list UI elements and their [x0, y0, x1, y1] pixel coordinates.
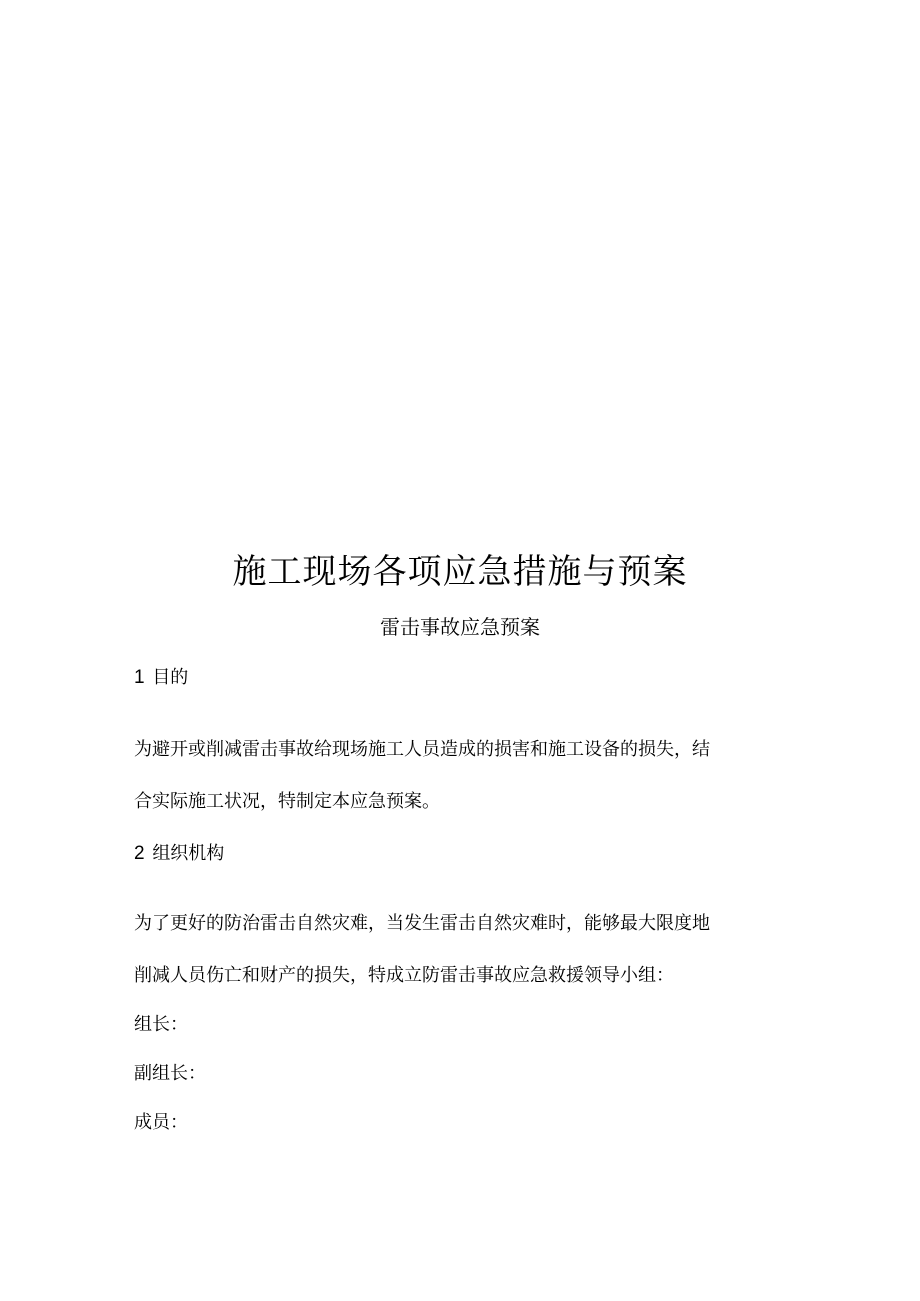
leader-label: 组长： [134, 1014, 188, 1035]
paragraph-line: 合实际施工状况，特制定本应急预案。 [134, 791, 440, 812]
section-heading-text: 目的 [152, 667, 189, 688]
members-label: 成员： [134, 1112, 188, 1133]
paragraph-line: 为避开或削减雷击事故给现场施工人员造成的损害和施工设备的损失，结 [134, 739, 710, 760]
section-heading-purpose [134, 664, 794, 692]
section-heading-text: 组织机构 [152, 843, 225, 864]
document-subtitle: 雷击事故应急预案 [380, 615, 540, 639]
section-number: 2 [134, 843, 145, 864]
deputy-leader-label: 副组长： [134, 1063, 206, 1084]
section-number: 1 [134, 667, 145, 688]
paragraph-line: 削减人员伤亡和财产的损失，特成立防雷击事故应急救援领导小组： [134, 965, 674, 986]
document-title: 施工现场各项应急措施与预案 [232, 552, 688, 592]
section-heading-organization [134, 840, 794, 868]
paragraph-line: 为了更好的防治雷击自然灾难，当发生雷击自然灾难时，能够最大限度地 [134, 913, 710, 934]
